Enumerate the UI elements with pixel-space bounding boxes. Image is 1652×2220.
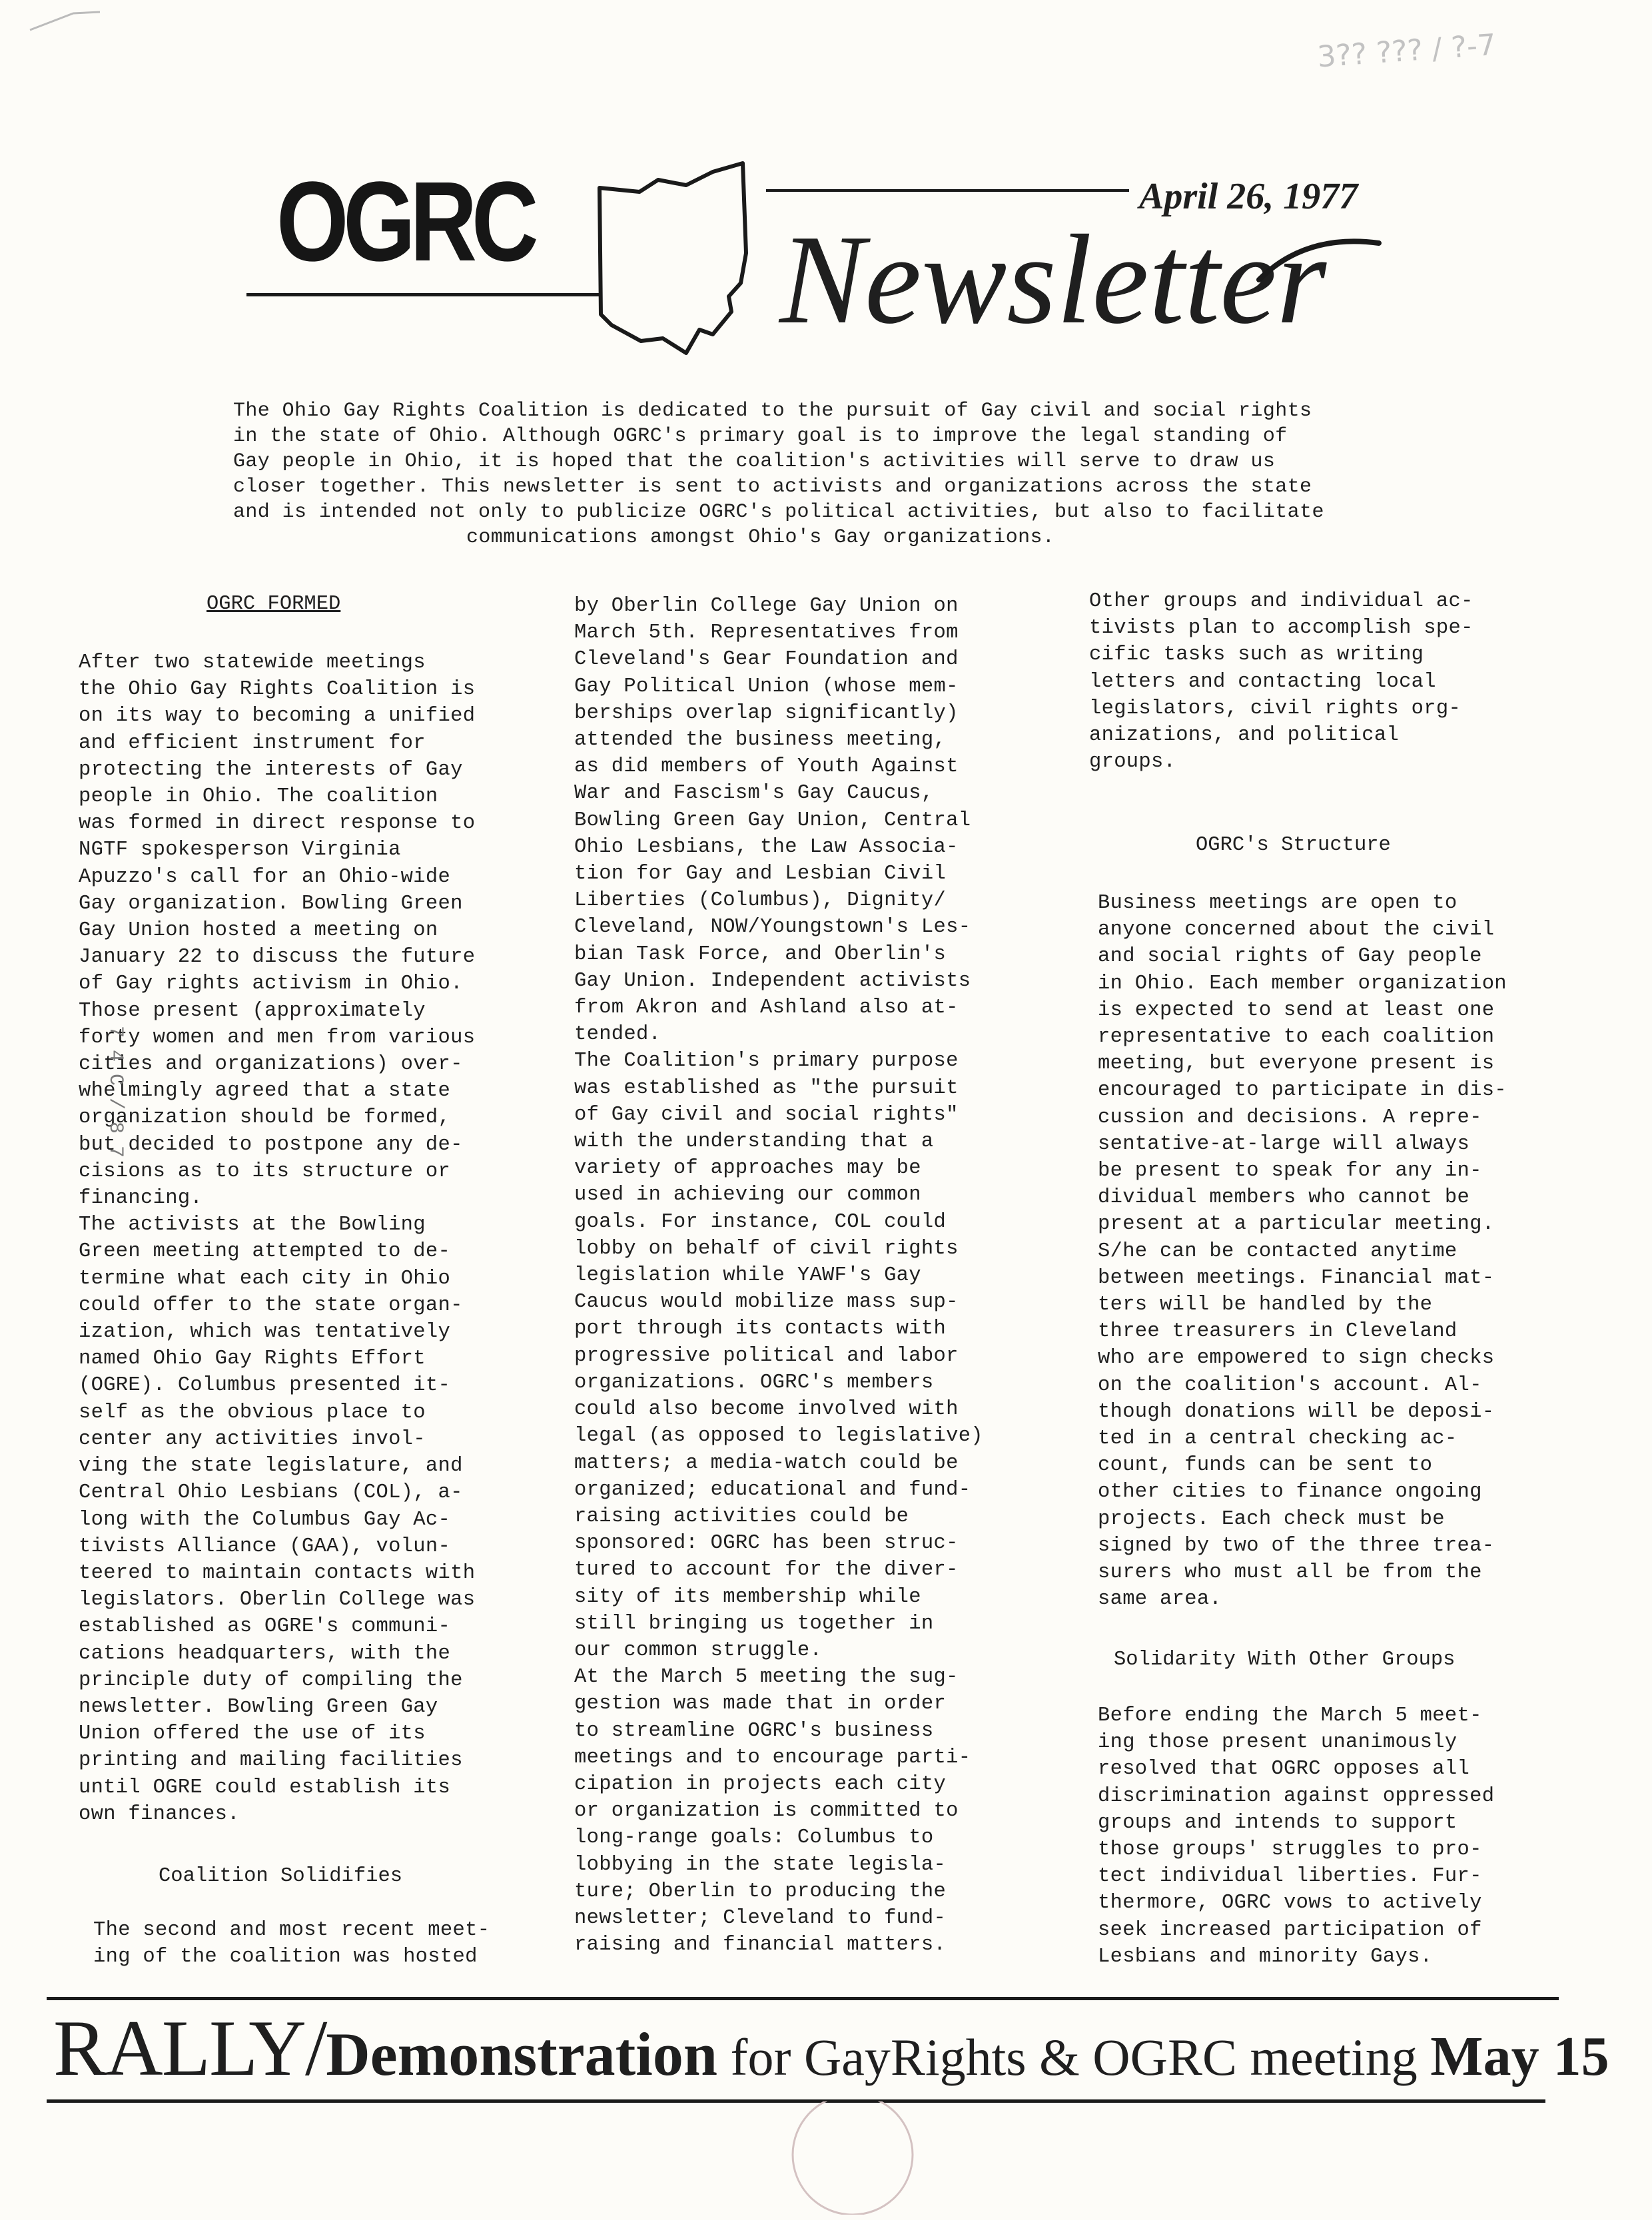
issue-date: April 26, 1977: [1139, 176, 1358, 217]
text-line: cities and organizations) over-: [79, 1053, 463, 1076]
intro-line: in the state of Ohio. Although OGRC's primary goal is to improve the legal standing of: [233, 425, 1288, 448]
text-line: berships overlap significantly): [574, 701, 959, 725]
text-line: was established as "the pursuit: [574, 1076, 959, 1100]
text-line: center any activities invol-: [79, 1427, 426, 1451]
text-line: on its way to becoming a unified: [79, 705, 476, 728]
text-line: gestion was made that in order: [574, 1692, 947, 1716]
text-line: Gay Political Union (whose mem-: [574, 675, 959, 698]
text-line: March 5th. Representatives from: [574, 621, 959, 645]
text-line: War and Fascism's Gay Caucus,: [574, 782, 934, 805]
text-line: is expected to send at least one: [1098, 998, 1495, 1022]
text-line: of Gay rights activism in Ohio.: [79, 972, 463, 996]
text-line: organization should be formed,: [79, 1106, 451, 1130]
text-line: Ohio Lesbians, the Law Associa-: [574, 835, 959, 859]
text-line: forty women and men from various: [79, 1026, 476, 1049]
text-line: own finances.: [79, 1802, 240, 1826]
text-line: newsletter. Bowling Green Gay: [79, 1695, 438, 1718]
text-line: thermore, OGRC vows to actively: [1098, 1892, 1482, 1915]
text-line: Other groups and individual ac-: [1089, 590, 1473, 613]
text-line: Green meeting attempted to de-: [79, 1240, 451, 1264]
text-line: (OGRE). Columbus presented it-: [79, 1374, 451, 1397]
text-line: meeting, but everyone present is: [1098, 1052, 1495, 1076]
text-line: Gay Union hosted a meeting on: [79, 919, 438, 942]
text-line: The activists at the Bowling: [79, 1214, 426, 1237]
demonstration-word: Demonstration: [326, 2020, 718, 2088]
newsletter-title: Newsletter: [779, 208, 1327, 350]
text-line: self as the obvious place to: [79, 1401, 426, 1424]
corner-scribble: [27, 0, 107, 40]
text-line: to streamline OGRC's business: [574, 1719, 934, 1742]
text-line: tured to account for the diver-: [574, 1559, 959, 1582]
text-line: count, funds can be sent to: [1098, 1454, 1433, 1477]
text-line: could also become involved with: [574, 1398, 959, 1421]
text-line: but decided to postpone any de-: [79, 1133, 463, 1156]
text-line: tion for Gay and Lesbian Civil: [574, 863, 947, 886]
text-line: long-range goals: Columbus to: [574, 1826, 934, 1850]
text-line: Gay organization. Bowling Green: [79, 892, 463, 915]
text-line: until OGRE could establish its: [79, 1776, 451, 1799]
article-column-1: [79, 649, 505, 1828]
text-line: principle duty of compiling the: [79, 1668, 463, 1692]
ohio-outline-icon: [586, 160, 773, 360]
text-line: those groups' struggles to pro-: [1098, 1838, 1482, 1862]
text-line: could offer to the state organ-: [79, 1294, 463, 1317]
text-line: resolved that OGRC opposes all: [1098, 1758, 1470, 1781]
text-line: Business meetings are open to: [1098, 892, 1457, 915]
text-line: who are empowered to sign checks: [1098, 1347, 1495, 1370]
text-line: tivists Alliance (GAA), volun-: [79, 1535, 451, 1558]
text-line: January 22 to discuss the future: [79, 946, 476, 969]
text-line: matters; a media-watch could be: [574, 1451, 959, 1475]
article-column-1-continued: [93, 1917, 520, 1970]
text-line: tect individual liberties. Fur-: [1098, 1865, 1482, 1888]
text-line: raising activities could be: [574, 1505, 909, 1528]
text-line: legal (as opposed to legislative): [574, 1425, 983, 1448]
text-line: NGTF spokesperson Virginia: [79, 839, 401, 862]
text-line: lobby on behalf of civil rights: [574, 1237, 959, 1260]
text-line: people in Ohio. The coalition: [79, 785, 438, 809]
text-line: legislators. Oberlin College was: [79, 1589, 476, 1612]
text-line: dividual members who cannot be: [1098, 1186, 1470, 1210]
heading-solidarity: Solidarity With Other Groups: [1114, 1649, 1455, 1671]
text-line: signed by two of the three trea-: [1098, 1534, 1495, 1557]
text-line: After two statewide meetings: [79, 651, 426, 674]
text-line: ing of the coalition was hosted: [93, 1946, 478, 1969]
text-line: projects. Each check must be: [1098, 1507, 1445, 1531]
text-line: on the coalition's account. Al-: [1098, 1373, 1482, 1397]
text-line: organizations. OGRC's members: [574, 1371, 934, 1394]
text-line: anizations, and political: [1089, 724, 1400, 747]
text-line: other cities to finance ongoing: [1098, 1481, 1482, 1504]
text-line: financing.: [79, 1187, 203, 1210]
text-line: was formed in direct response to: [79, 812, 476, 835]
text-line: ization, which was tentatively: [79, 1321, 451, 1344]
text-line: Gay Union. Independent activists: [574, 969, 971, 992]
text-line: cisions as to its structure or: [79, 1160, 451, 1183]
text-line: Before ending the March 5 meet-: [1098, 1704, 1482, 1727]
text-line: Central Ohio Lesbians (COL), a-: [79, 1481, 463, 1505]
text-line: Cleveland, NOW/Youngstown's Les-: [574, 916, 971, 939]
text-line: The Coalition's primary purpose: [574, 1050, 959, 1073]
text-line: cipation in projects each city: [574, 1772, 947, 1796]
text-line: printing and mailing facilities: [79, 1749, 463, 1772]
text-line: sentative-at-large will always: [1098, 1132, 1470, 1156]
text-line: by Oberlin College Gay Union on: [574, 595, 959, 617]
text-line: of Gay civil and social rights": [574, 1103, 959, 1126]
structure-text: [1098, 890, 1557, 1613]
text-line: legislation while YAWF's Gay: [574, 1264, 921, 1288]
text-line: teered to maintain contacts with: [79, 1561, 476, 1585]
text-line: tivists plan to accomplish spe-: [1089, 617, 1473, 640]
text-line: and efficient instrument for: [79, 731, 426, 755]
text-line: Those present (approximately: [79, 999, 426, 1022]
intro-line: and is intended not only to publicize OGRC's political activities, but also to facilitate: [233, 501, 1324, 524]
logo-underline: [246, 293, 600, 296]
text-line: be present to speak for any in-: [1098, 1160, 1482, 1183]
rally-word: RALLY/: [53, 2004, 326, 2092]
text-line: anyone concerned about the civil: [1098, 919, 1495, 942]
text-line: The second and most recent meet-: [93, 1919, 490, 1942]
library-stamp: [779, 2101, 926, 2215]
text-line: though donations will be deposi-: [1098, 1400, 1495, 1423]
solidarity-text: [1098, 1702, 1557, 1970]
text-line: sity of its membership while: [574, 1585, 921, 1609]
text-line: attended the business meeting,: [574, 729, 947, 752]
intro-paragraph: [233, 398, 1419, 550]
text-line: goals. For instance, COL could: [574, 1210, 947, 1234]
text-line: representative to each coalition: [1098, 1026, 1495, 1049]
text-line: the Ohio Gay Rights Coalition is: [79, 678, 476, 701]
text-line: ture; Oberlin to producing the: [574, 1880, 947, 1903]
text-line: lobbying in the state legisla-: [574, 1853, 947, 1876]
heading-ogrc-structure: OGRC's Structure: [1196, 834, 1391, 857]
text-line: in Ohio. Each member organization: [1098, 972, 1507, 995]
heading-ogrc-formed: OGRC FORMED: [206, 593, 341, 615]
text-line: meetings and to encourage parti-: [574, 1746, 971, 1769]
text-line: Cleveland's Gear Foundation and: [574, 648, 959, 671]
heading-coalition-solidifies: Coalition Solidifies: [159, 1865, 403, 1888]
text-line: whelmingly agreed that a state: [79, 1080, 451, 1103]
text-line: still bringing us together in: [574, 1612, 934, 1635]
text-line: three treasurers in Cleveland: [1098, 1320, 1457, 1343]
text-line: long with the Columbus Gay Ac-: [79, 1508, 451, 1531]
text-line: port through its contacts with: [574, 1317, 947, 1341]
text-line: Bowling Green Gay Union, Central: [574, 809, 971, 832]
text-line: ving the state legislature, and: [79, 1455, 463, 1478]
intro-line: Gay people in Ohio, it is hoped that the coalition's activities will serve to draw us: [233, 450, 1276, 473]
text-line: protecting the interests of Gay: [79, 758, 463, 781]
text-line: newsletter; Cleveland to fund-: [574, 1906, 947, 1930]
article-column-3: [1089, 588, 1542, 775]
text-line: groups and intends to support: [1098, 1811, 1457, 1834]
text-line: variety of approaches may be: [574, 1157, 921, 1180]
text-line: same area.: [1098, 1588, 1222, 1611]
text-line: seek increased participation of: [1098, 1918, 1482, 1942]
text-line: Union offered the use of its: [79, 1722, 426, 1746]
text-line: from Akron and Ashland also at-: [574, 996, 959, 1020]
text-line: our common struggle.: [574, 1639, 823, 1662]
banner-middle-text: for GayRights & OGRC meeting: [717, 2028, 1431, 2086]
text-line: cussion and decisions. A repre-: [1098, 1106, 1482, 1129]
text-line: Lesbians and minority Gays.: [1098, 1945, 1433, 1968]
ogrc-logo: OGRC: [276, 159, 534, 285]
text-line: organized; educational and fund-: [574, 1478, 971, 1501]
text-line: legislators, civil rights org-: [1089, 697, 1461, 720]
text-line: groups.: [1089, 751, 1176, 774]
text-line: sponsored: OGRC has been struc-: [574, 1532, 959, 1555]
text-line: Apuzzo's call for an Ohio-wide: [79, 865, 451, 889]
text-line: discrimination against oppressed: [1098, 1784, 1495, 1808]
text-line: raising and financial matters.: [574, 1934, 947, 1957]
text-line: Liberties (Columbus), Dignity/: [574, 889, 947, 913]
text-line: ted in a central checking ac-: [1098, 1427, 1457, 1451]
text-line: progressive political and labor: [574, 1344, 959, 1367]
text-line: termine what each city in Ohio: [79, 1267, 451, 1290]
margin-handwriting: 7 4 C / 8 7: [104, 1026, 127, 1158]
text-line: as did members of Youth Against: [574, 755, 959, 779]
text-line: with the understanding that a: [574, 1130, 934, 1154]
text-line: or organization is committed to: [574, 1800, 959, 1823]
text-line: established as OGRE's communi-: [79, 1615, 451, 1639]
text-line: surers who must all be from the: [1098, 1561, 1482, 1585]
text-line: named Ohio Gay Rights Effort: [79, 1347, 426, 1371]
text-line: ing those present unanimously: [1098, 1731, 1457, 1754]
intro-line: closer together. This newsletter is sent to activists and organizations across the state: [233, 476, 1312, 498]
text-line: used in achieving our common: [574, 1184, 921, 1207]
text-line: and social rights of Gay people: [1098, 945, 1482, 968]
text-line: At the March 5 meeting the sug-: [574, 1666, 959, 1689]
text-line: between meetings. Financial mat-: [1098, 1266, 1495, 1290]
text-line: cations headquarters, with the: [79, 1642, 451, 1665]
intro-line: The Ohio Gay Rights Coalition is dedicated to the pursuit of Gay civil and social rights: [233, 400, 1312, 422]
title-rule: [766, 189, 1129, 192]
banner-date: May 15: [1430, 2026, 1609, 2087]
text-line: encouraged to participate in dis-: [1098, 1079, 1507, 1102]
title-swash: [1252, 213, 1386, 293]
rally-banner: [53, 1998, 1609, 2098]
text-line: cific tasks such as writing: [1089, 643, 1424, 667]
text-line: Caucus would mobilize mass sup-: [574, 1291, 959, 1314]
text-line: present at a particular meeting.: [1098, 1213, 1495, 1236]
intro-line: communications amongst Ohio's Gay organizations.: [466, 526, 1055, 549]
text-line: S/he can be contacted anytime: [1098, 1240, 1457, 1263]
handwritten-reference: 3?? ??? / ?-7: [1316, 27, 1497, 75]
text-line: letters and contacting local: [1089, 670, 1436, 693]
text-line: tended.: [574, 1023, 661, 1046]
article-column-2: [574, 593, 1040, 1958]
text-line: bian Task Force, and Oberlin's: [574, 942, 947, 966]
text-line: ters will be handled by the: [1098, 1294, 1433, 1317]
